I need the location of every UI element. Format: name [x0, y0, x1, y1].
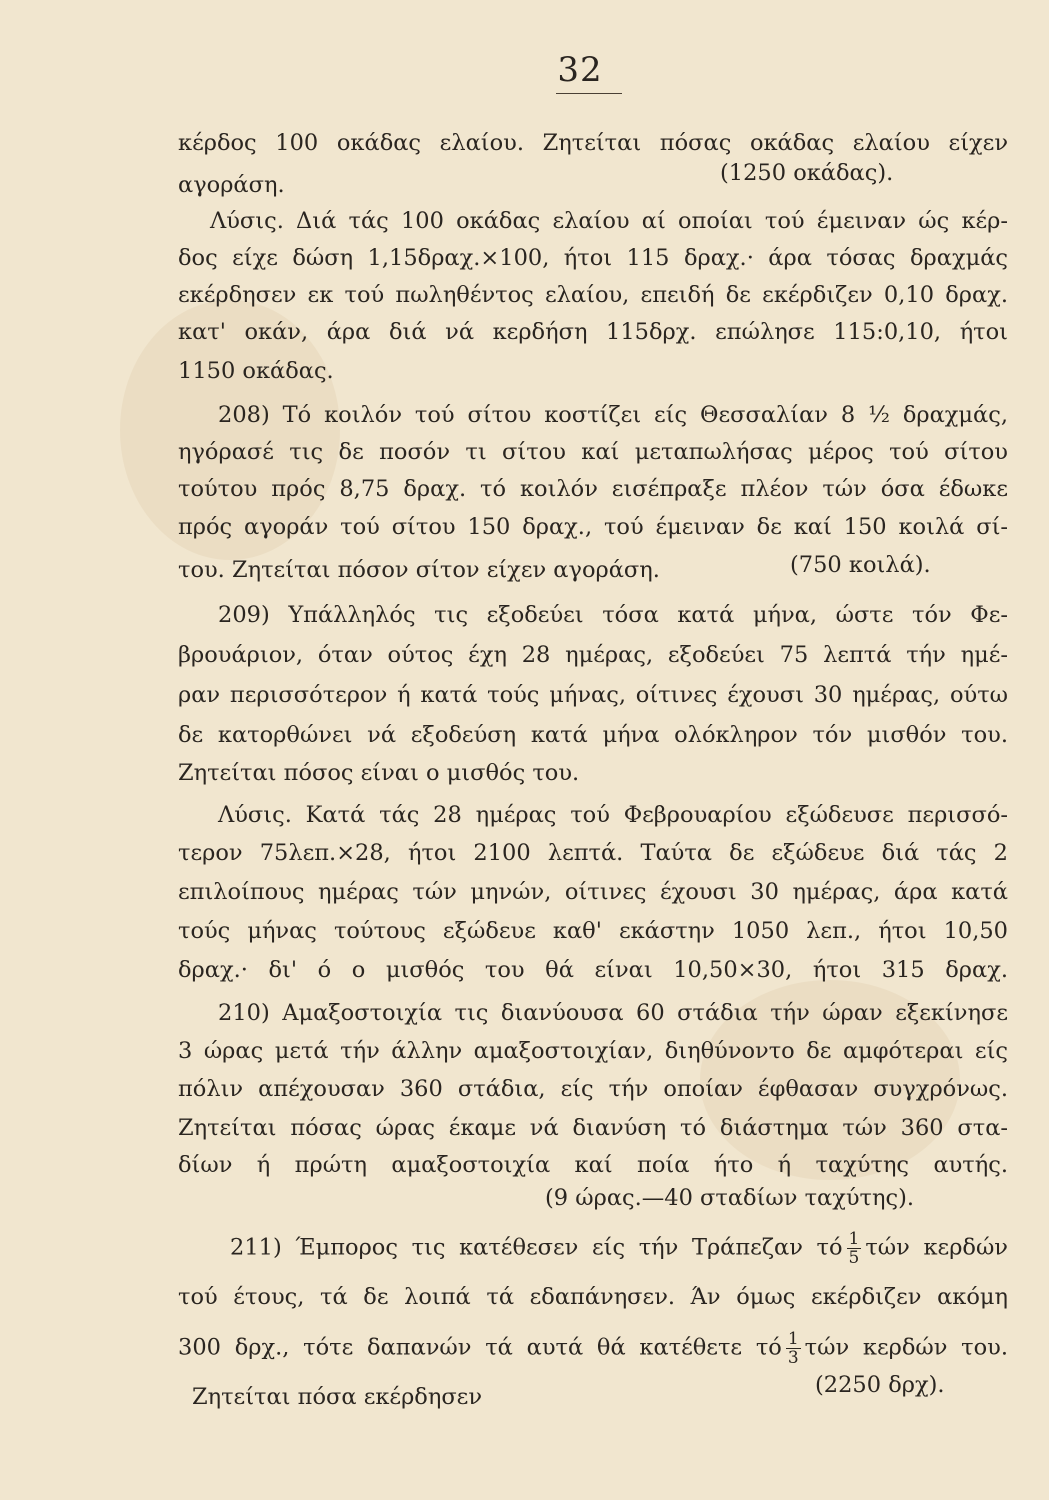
problem-211-line: [178, 1330, 1008, 1367]
text-line: του. Ζητείται πόσον σίτον είχεν αγοράση.: [178, 557, 660, 583]
text-line: 1150 οκάδας.: [178, 358, 334, 384]
text-line: δος είχε δώση 1,15δραχ.×100, ήτοι 115 δραχ.· άρα τόσας δραχμάς: [178, 245, 1008, 271]
problem-209-line: 209) Υπάλληλός τις εξοδεύει τόσα κατά μήνα, ώστε τόν Φε-: [218, 602, 1008, 628]
problem-211-text: 211) Έμπορος τις κατέθεσεν είς τήν Τράπεζαν τό: [230, 1234, 843, 1261]
text-line: επιλοίπους ημέρας τών μηνών, οίτινες έχουσι 30 ημέρας, άρα κατά: [178, 879, 1008, 905]
text-line: δίων ή πρώτη αμαξοστοιχία καί ποία ήτο ή ταχύτης αυτής.: [178, 1152, 1008, 1178]
solution-line: Λύσις. Κατά τάς 28 ημέρας τού Φεβρουαρίου εξώδευσε περισσό-: [218, 802, 1008, 828]
text-line: αγοράση.: [178, 172, 285, 198]
text-line: τερον 75λεπ.×28, ήτοι 2100 λεπτά. Ταύτα δε εξώδευε διά τάς 2: [178, 840, 1008, 866]
text-line: τούτου πρός 8,75 δραχ. τό κοιλόν εισέπραξε πλέον τών όσα έδωκε: [178, 476, 1008, 502]
text-line: τούς μήνας τούτους εξώδευε καθ' εκάστην 1050 λεπ., ήτοι 10,50: [178, 918, 1008, 944]
problem-210-line: 210) Αμαξοστοιχία τις διανύουσα 60 στάδια τήν ώραν εξεκίνησε: [218, 1000, 1008, 1026]
text-line: ηγόρασέ τις δε ποσόν τι σίτου καί μεταπωλήσας μέρος τού σίτου: [178, 439, 1008, 465]
problem-211-text: τών κερδών: [865, 1234, 1008, 1261]
text-line: 3 ώρας μετά τήν άλλην αμαξοστοιχίαν, διηθύνοντο δε αμφότεραι είς: [178, 1038, 1008, 1064]
answer-1250: (1250 οκάδας).: [720, 160, 894, 186]
problem-211-line: [230, 1230, 1008, 1267]
text-line: ραν περισσότερον ή κατά τούς μήνας, οίτινες έχουσι 30 ημέρας, ούτω: [178, 682, 1008, 708]
text-line: κέρδος 100 οκάδας ελαίου. Ζητείται πόσας οκάδας ελαίου είχεν: [178, 130, 1008, 156]
text-line: Ζητείται πόσος είναι ο μισθός του.: [178, 760, 580, 786]
text-line: δε κατορθώνει νά εξοδεύση κατά μήνα ολόκληρον τόν μισθόν του.: [178, 722, 1008, 748]
text-line: Ζητείται πόσα εκέρδησεν: [192, 1384, 483, 1410]
text-line: κατ' οκάν, άρα διά νά κερδήση 115δρχ. επώλησε 115:0,10, ήτοι: [178, 319, 1008, 345]
page-number-rule: [556, 93, 622, 94]
answer-9-hours: (9 ώρας.—40 σταδίων ταχύτης).: [545, 1185, 915, 1211]
problem-211-text: τών κερδών του.: [804, 1334, 1008, 1361]
page-number: 32: [557, 50, 603, 90]
fraction-one-third: $\frac{1}{3}$: [787, 1329, 799, 1368]
answer-2250: (2250 δρχ).: [815, 1372, 945, 1398]
fraction-one-fifth: $\frac{1}{5}$: [848, 1229, 860, 1268]
text-line: εκέρδησεν εκ τού πωληθέντος ελαίου, επειδή δε εκέρδιζεν 0,10 δραχ.: [178, 282, 1008, 308]
problem-211-text: 300 δρχ., τότε δαπανών τά αυτά θά κατέθετε τό: [178, 1334, 782, 1361]
text-line: πρός αγοράν τού σίτου 150 δραχ., τού έμειναν δε καί 150 κοιλά σί-: [178, 514, 1008, 540]
text-line: τού έτους, τά δε λοιπά τά εδαπάνησεν. Άν όμως εκέρδιζεν ακόμη: [178, 1284, 1008, 1310]
text-line: δραχ.· δι' ό ο μισθός του θά είναι 10,50×30, ήτοι 315 δραχ.: [178, 957, 1008, 983]
text-line: βρουάριον, όταν ούτος έχη 28 ημέρας, εξοδεύει 75 λεπτά τήν ημέ-: [178, 642, 1008, 668]
answer-750: (750 κοιλά).: [790, 552, 931, 578]
text-line: πόλιν απέχουσαν 360 στάδια, είς τήν οποίαν έφθασαν συγχρόνως.: [178, 1076, 1008, 1102]
problem-208-line: 208) Τό κοιλόν τού σίτου κοστίζει είς Θεσσαλίαν 8 ½ δραχμάς,: [218, 402, 1008, 428]
text-line: Ζητείται πόσας ώρας έκαμε νά διανύση τό διάστημα τών 360 στα-: [178, 1115, 1008, 1141]
solution-line: Λύσις. Διά τάς 100 οκάδας ελαίου αί οποίαι τού έμειναν ώς κέρ-: [210, 208, 1008, 234]
